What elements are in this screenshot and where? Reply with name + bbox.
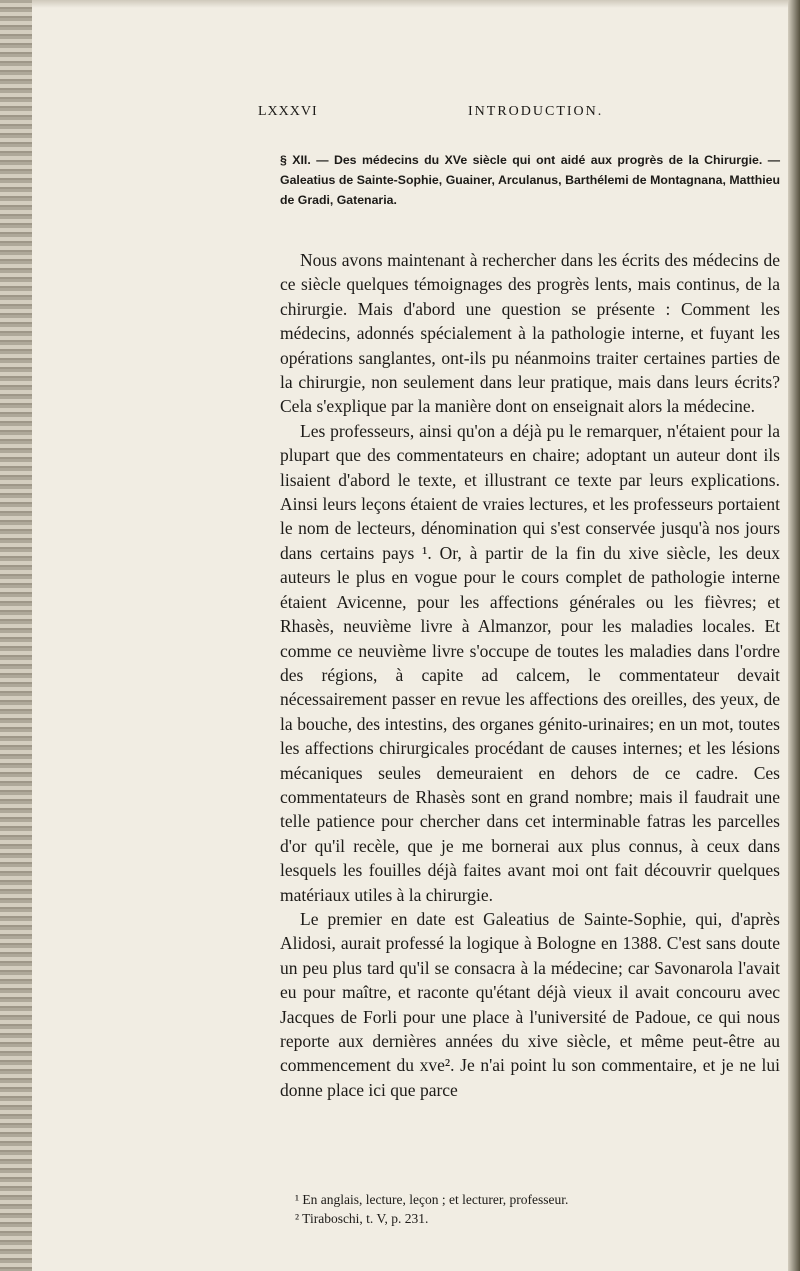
running-head bbox=[258, 104, 778, 128]
footnote: ¹ En anglais, lecture, leçon ; et lecturer, professeur. bbox=[295, 1192, 569, 1207]
page-top-shadow bbox=[32, 0, 788, 8]
section-heading: § XII. — Des médecins du XVe siècle qui ont aidé aux progrès de la Chirurgie. — Galeatius de Sainte-Sophie, Guainer, Arculanus, Barthélemi de Montagnana, Matthieu de Gradi, Gatenaria. bbox=[280, 153, 780, 207]
running-head-title: INTRODUCTION. bbox=[468, 104, 604, 119]
page-folio: LXXXVI bbox=[258, 104, 318, 119]
paragraph: Le premier en date est Galeatius de Sainte-Sophie, qui, d'après Alidosi, aurait professé la logique à Bologne en 1388. C'est sans doute un peu plus tard qu'il se consacra à la médecine; car Savonarola l'avait eu pour maître, et raconte qu'étant déjà vieux il avait concouru avec Jacques de Forli pour une place à l'université de Padoue, ce qui nous reporte aux dernières années du xive siècle, et même peut-être au commencement du xve². Je n'ai point lu son commentaire, et je ne lui donne place ici que parce bbox=[280, 908, 780, 1100]
body-text bbox=[280, 248, 780, 1102]
page-binding-edge bbox=[0, 0, 32, 1271]
footnote: ² Tiraboschi, t. V, p. 231. bbox=[295, 1211, 429, 1226]
page-right-edge bbox=[788, 0, 800, 1271]
paragraph: Nous avons maintenant à rechercher dans les écrits des médecins de ce siècle quelques témoignages des progrès lents, mais continus, de la chirurgie. Mais d'abord une question se présente : Comment les médecins, adonnés spécialement à la pathologie interne, et fuyant les opérations sanglantes, ont-ils pu néanmoins traiter certaines parties de la chirurgie, non seulement dans leur pratique, mais dans leurs écrits? Cela s'explique par la manière dont on enseignait alors la médecine. bbox=[280, 250, 780, 417]
footnotes bbox=[295, 1190, 775, 1228]
paragraph: Les professeurs, ainsi qu'on a déjà pu le remarquer, n'étaient pour la plupart que des commentateurs en chaire; adoptant un auteur dont ils lisaient d'abord le texte, et illustrant ce texte par leurs explications. Ainsi leurs leçons étaient de vraies lectures, et les professeurs portaient le nom de lecteurs, dénomination qui s'est conservée jusqu'à nos jours dans certains pays ¹. Or, à partir de la fin du xive siècle, les deux auteurs le plus en vogue pour le cours complet de pathologie interne étaient Avicenne, pour les affections générales ou les fièvres; et Rhasès, neuvième livre à Almanzor, pour les maladies locales. Et comme ce neuvième livre s'occupe de toutes les maladies dans l'ordre des régions, à capite ad calcem, le commentateur devait nécessairement passer en revue les affections des oreilles, des yeux, de la bouche, des intestins, des organes génito-urinaires; en un mot, toutes les affections chirurgicales procédant de causes internes; et les lésions mécaniques seules demeuraient en dehors de ce cadre. Ces commentateurs de Rhasès sont en grand nombre; mais il faudrait une telle patience pour chercher dans cet interminable fatras les parcelles d'or qu'il recèle, que je me bornerai aux plus connus, à ceux dans lesquels les fouilles déjà faites avant moi ont fait découvrir quelques matériaux utiles à la chirurgie. bbox=[280, 420, 780, 905]
